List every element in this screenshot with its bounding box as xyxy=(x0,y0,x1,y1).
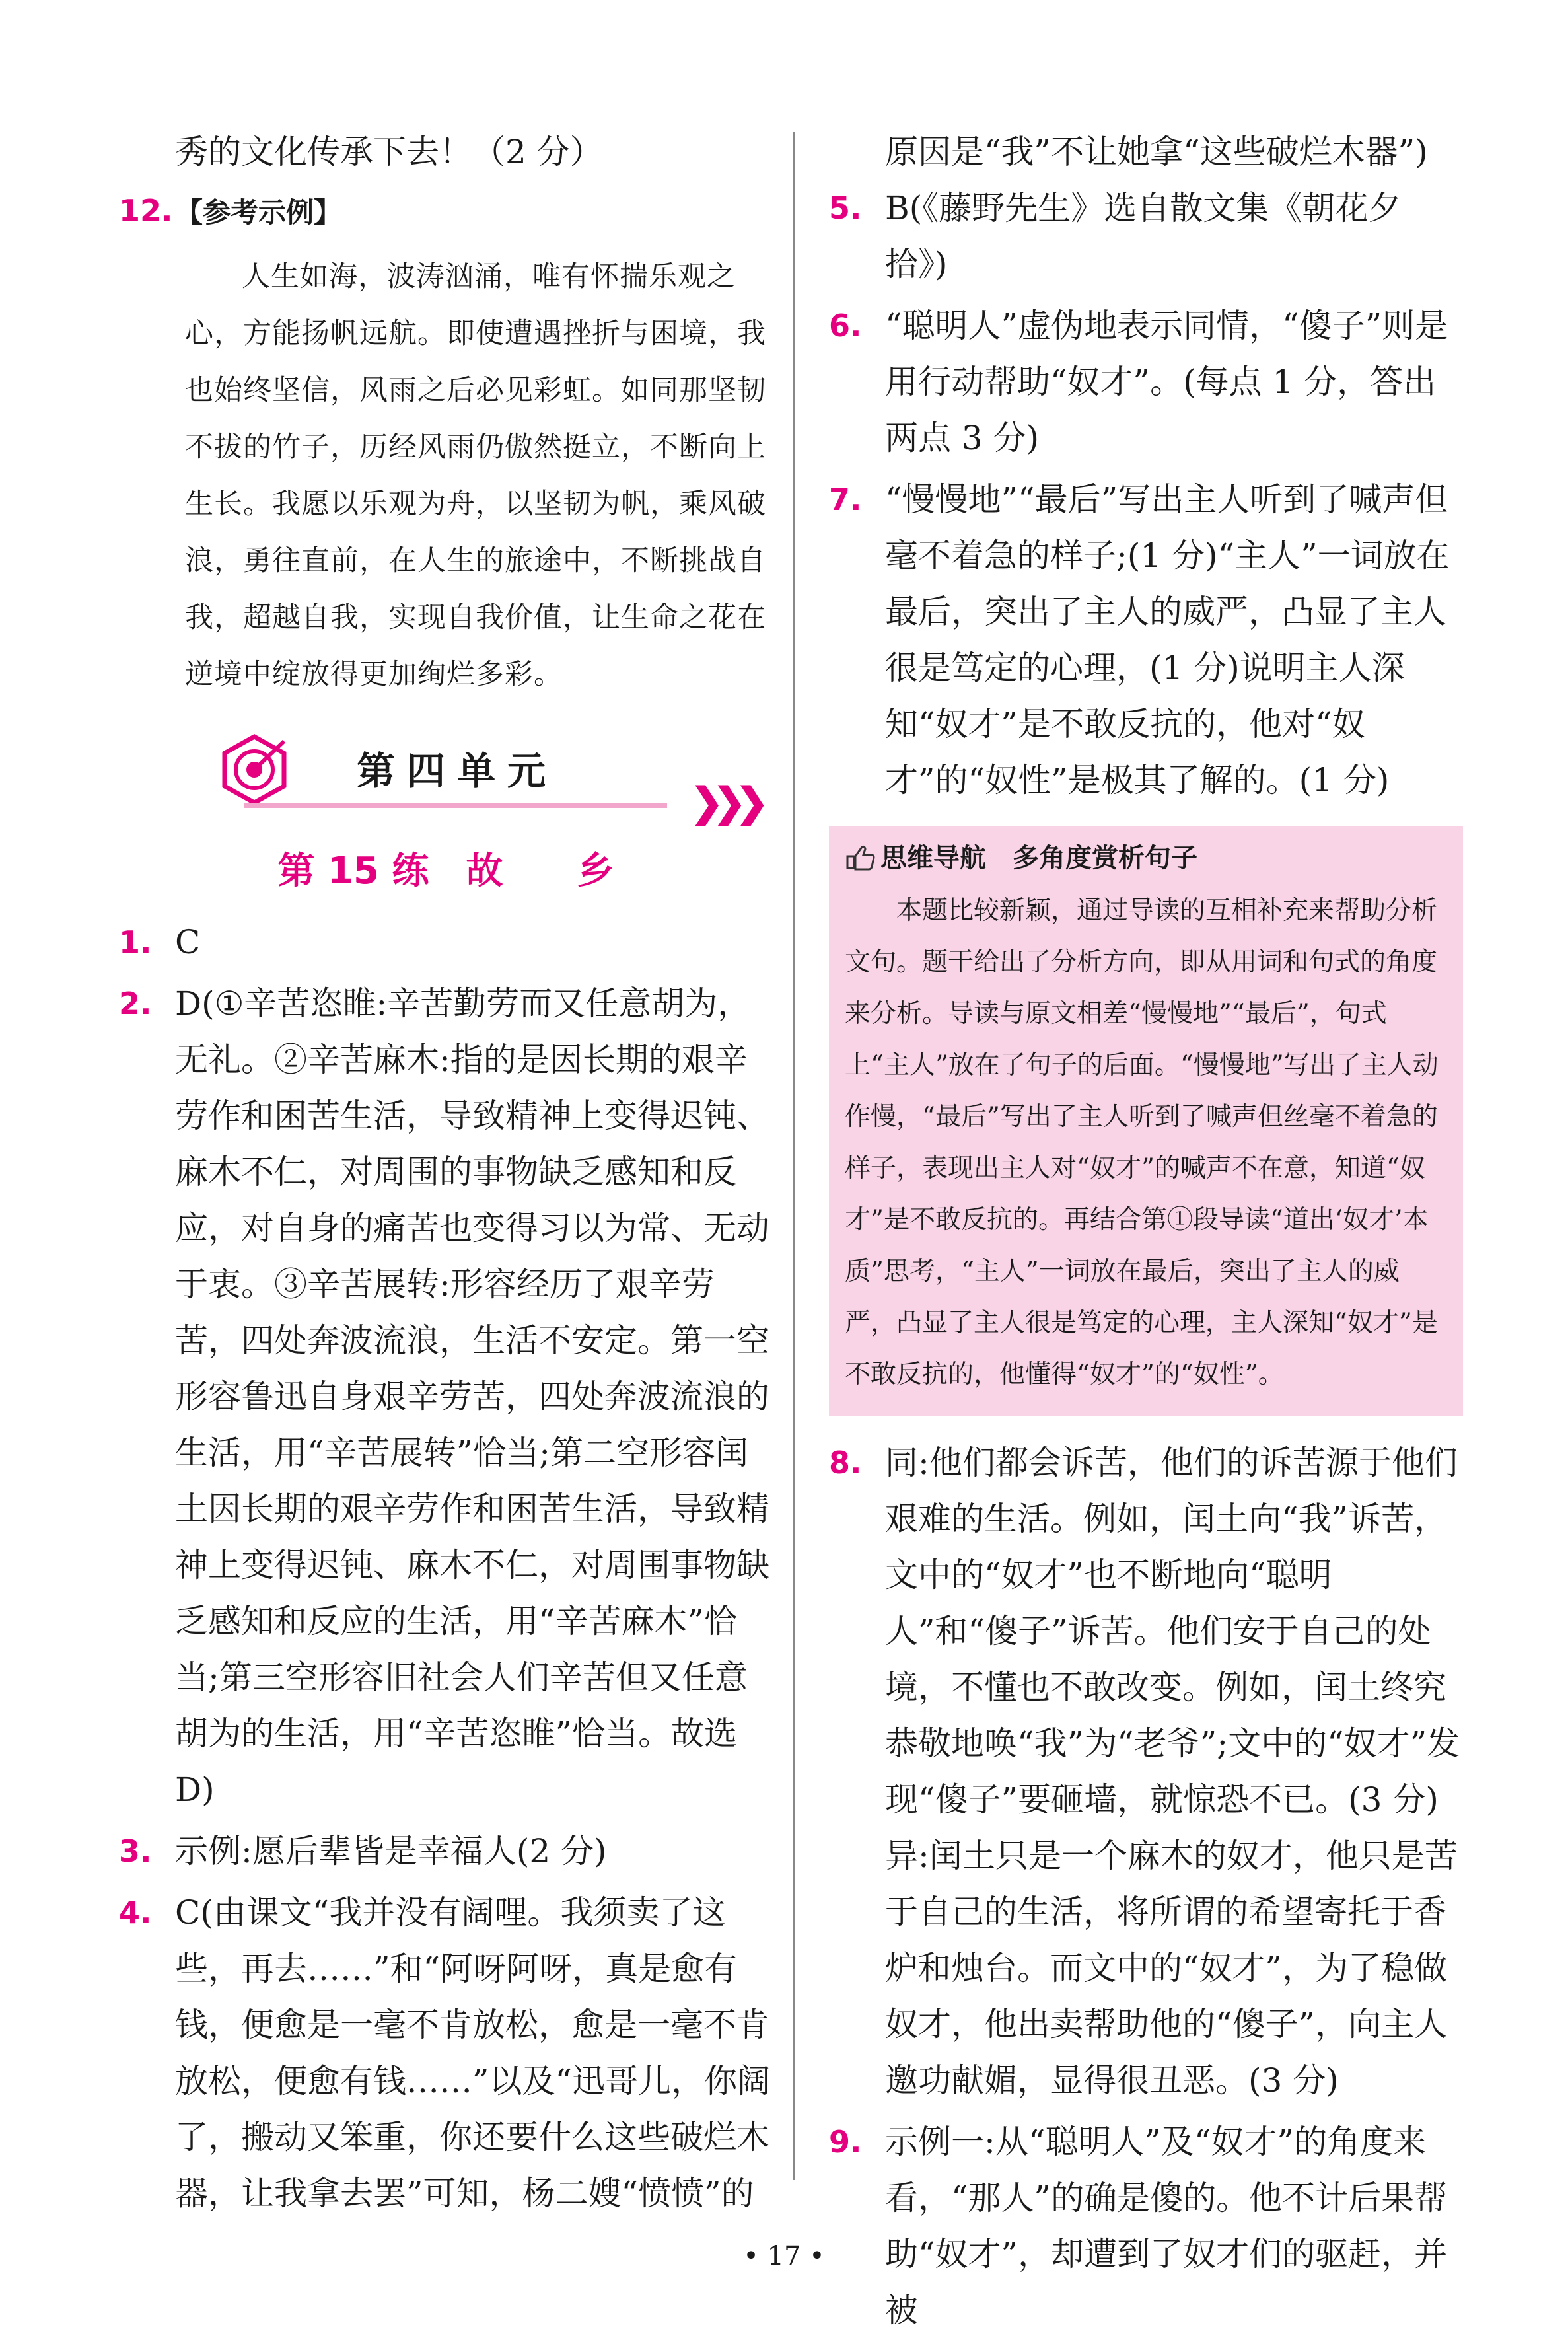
answer-text: 同:他们都会诉苦，他们的诉苦源于他们艰难的生活。例如，闰土向“我”诉苦，文中的“奴才”也不断地向“聪明人”和“傻子”诉苦。他们安于自己的处境，不懂也不敢改变。例如，闰土终究恭敬地唤“我”为“老爷”;文中的“奴才”发现“傻子”要砸墙，就惊恐不已。(3 分)异:闰土只是一个麻木的奴才，他只是苦于自己的生活，将所谓的希望寄托于香炉和烛台。而文中的“奴才”，为了稳做奴才，他出卖帮助他的“傻子”，向主人邀功献媚，显得很丑恶。(3 分) xyxy=(885,1444,1460,2100)
answer-number: 9. xyxy=(829,2124,862,2160)
left-column xyxy=(119,124,773,2227)
page-number: • 17 • xyxy=(743,2241,825,2271)
chevron-arrows-icon: ❯❯❯ xyxy=(690,780,758,826)
answer-item xyxy=(829,1435,1463,2109)
answer-number: 7. xyxy=(829,482,862,517)
answer-number: 1. xyxy=(119,924,152,960)
right-answer-list-b xyxy=(829,1435,1463,2339)
answer-item xyxy=(829,2114,1463,2339)
answer-number: 8. xyxy=(829,1445,862,1481)
column-divider xyxy=(793,132,795,2180)
answer-text: “慢慢地”“最后”写出主人听到了喊声但毫不着急的样子;(1 分)“主人”一词放在最后，突出了主人的威严，凸显了主人很是笃定的心理，(1 分)说明主人深知“奴才”是不敢反抗的，他对“奴才”的“奴性”是极其了解的。(1 分) xyxy=(885,480,1450,799)
answer-text: C xyxy=(175,923,201,961)
tip-label: 思维导航 xyxy=(880,843,986,873)
answer-text: 示例:愿后辈皆是幸福人(2 分) xyxy=(175,1832,607,1870)
answer-item xyxy=(119,914,773,971)
answer-item xyxy=(119,976,773,1818)
answer-text: C(由课文“我并没有阔哩。我须卖了这些，再去……”和“阿呀阿呀，真是愈有钱，便愈是一毫不肯放松，愈是一毫不肯放松，便愈有钱……”以及“迅哥儿，你阔了，搬动又笨重，你还要什么这些破烂木器，让我拿去罢”可知，杨二嫂“愤愤”的 xyxy=(175,1893,771,2213)
tip-title: 多角度赏析句子 xyxy=(1013,843,1197,873)
answer-item xyxy=(829,472,1463,809)
question-12 xyxy=(119,183,773,240)
answer-item xyxy=(829,180,1463,293)
left-answer-list xyxy=(119,914,773,2222)
right-answer-list-a xyxy=(829,180,1463,809)
question-number: 12. xyxy=(119,193,173,229)
answer-text: 示例一:从“聪明人”及“奴才”的角度来看，“那人”的确是傻的。他不计后果帮助“奴才”，却遭到了奴才们的驱赶，并被 xyxy=(885,2123,1448,2329)
answer-text: “聪明人”虚伪地表示同情，“傻子”则是用行动帮助“奴才”。(每点 1 分，答出两点 3 分) xyxy=(885,307,1448,457)
answer-number: 5. xyxy=(829,190,862,226)
answer-number: 3. xyxy=(119,1833,152,1869)
answer-number: 6. xyxy=(829,308,862,344)
answer-item xyxy=(119,1885,773,2222)
answer-number: 2. xyxy=(119,986,152,1021)
right-column xyxy=(829,124,1463,2344)
left-lead-line: 秀的文化传承下去！（2 分） xyxy=(175,133,603,171)
answer-item xyxy=(119,1823,773,1880)
answer-number: 4. xyxy=(119,1895,152,1930)
unit-title: 第四单元 xyxy=(357,749,558,793)
tip-header xyxy=(845,835,1446,881)
target-icon xyxy=(218,733,291,806)
hand-pointer-icon xyxy=(845,844,875,871)
answer-text: B(《藤野先生》选自散文集《朝花夕拾》) xyxy=(885,189,1402,283)
thinking-guide-box xyxy=(829,826,1463,1416)
tip-body: 本题比较新颖，通过导读的互相补充来帮助分析文句。题干给出了分析方向，即从用词和句式的角度来分析。导读与原文相差“慢慢地”“最后”，句式上“主人”放在了句子的后面。“慢慢地”写出了主人动作慢，“最后”写出了主人听到了喊声但丝毫不着急的样子，表现出主人对“奴才”的喊声不在意，知道“奴才”是不敢反抗的。再结合第①段导读“道出‘奴才’本质”思考，“主人”一词放在最后，突出了主人的威严，凸显了主人很是笃定的心理，主人深知“奴才”是不敢反抗的，他懂得“奴才”的“奴性”。 xyxy=(845,896,1439,1389)
answer-item xyxy=(829,298,1463,466)
answer-text: D(①辛苦恣睢:辛苦勤劳而又任意胡为，无礼。②辛苦麻木:指的是因长期的艰辛劳作和困苦生活，导致精神上变得迟钝、麻木不仁，对周围的事物缺乏感知和反应，对自身的痛苦也变得习以为常、无动于衷。③辛苦展转:形容经历了艰辛劳苦，四处奔波流浪，生活不安定。第一空形容鲁迅自身艰辛劳苦，四处奔波流浪的生活，用“辛苦展转”恰当;第二空形容闰土因长期的艰辛劳作和困苦生活，导致精神上变得迟钝、麻木不仁，对周围事物缺乏感知和反应的生活，用“辛苦麻木”恰当;第三空形容旧社会人们辛苦但又任意胡为的生活，用“辛苦恣睢”恰当。故选 D) xyxy=(175,984,769,1809)
unit-banner xyxy=(218,727,773,826)
unit-underline xyxy=(244,803,667,808)
lesson-title: 第 15 练 故 乡 xyxy=(277,850,614,893)
reference-label: 【参考示例】 xyxy=(175,196,342,229)
reference-essay: 人生如海，波涛汹涌，唯有怀揣乐观之心，方能扬帆远航。即使遭遇挫折与困境，我也始终坚信，风雨之后必见彩虹。如同那坚韧不拔的竹子，历经风雨仍傲然挺立，不断向上生长。我愿以乐观为舟，以坚韧为帆，乘风破浪，勇往直前，在人生的旅途中，不断挑战自我，超越自我，实现自我价值，让生命之花在逆境中绽放得更加绚烂多彩。 xyxy=(185,260,766,691)
right-lead-line: 原因是“我”不让她拿“这些破烂木器”) xyxy=(885,133,1428,171)
